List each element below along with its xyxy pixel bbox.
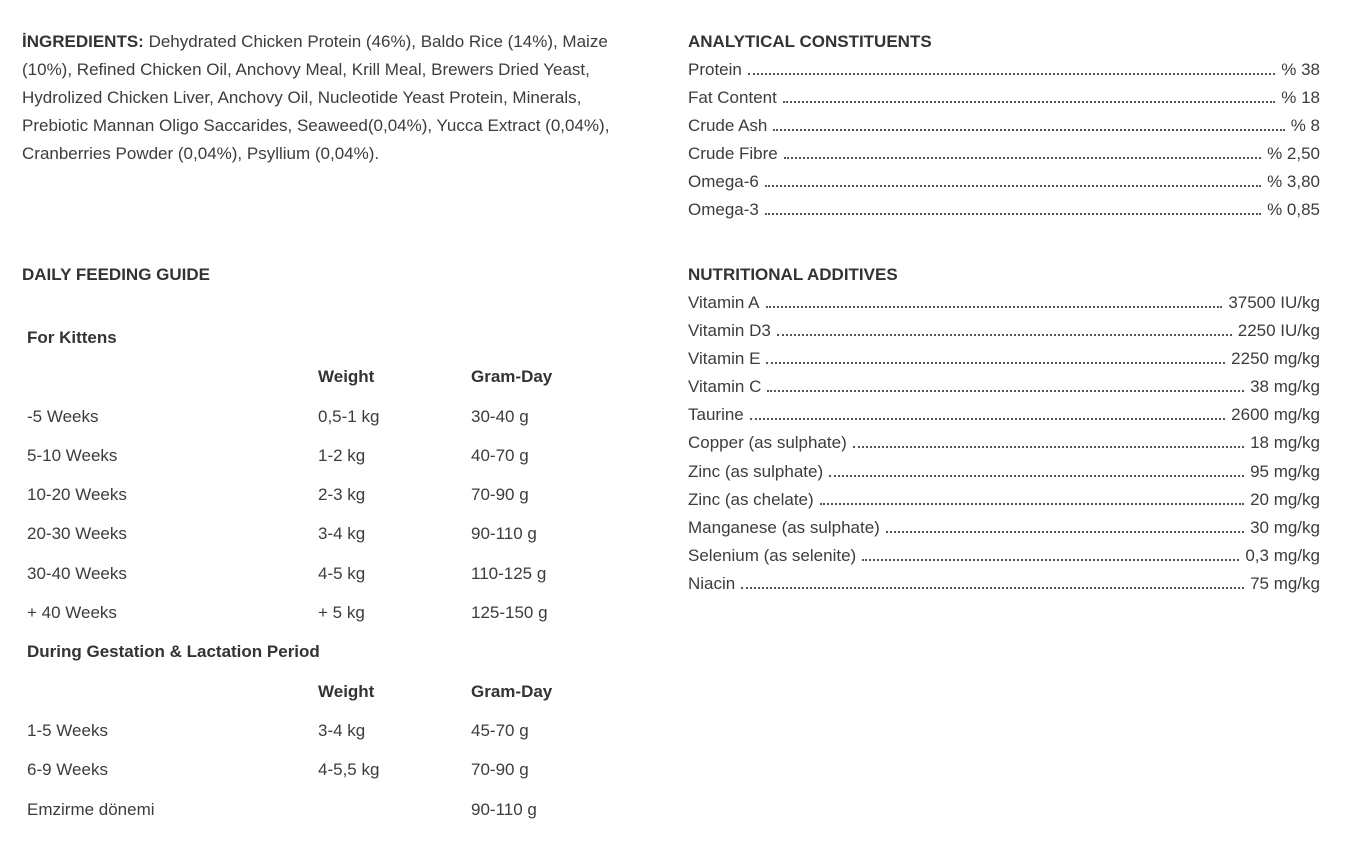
dot-leader	[773, 128, 1284, 131]
kittens-header-row	[27, 357, 587, 396]
dot-leader	[766, 361, 1225, 364]
item-label: Fat Content	[688, 88, 777, 108]
dot-leader	[765, 212, 1261, 215]
ingredients-paragraph	[22, 28, 632, 168]
dot-leader	[784, 156, 1261, 159]
table-row	[27, 397, 587, 436]
gram-cell: 40-70 g	[471, 445, 529, 465]
item-label: Crude Fibre	[688, 144, 778, 164]
item-value: 2250 IU/kg	[1237, 321, 1320, 341]
item-value: 75 mg/kg	[1250, 573, 1320, 593]
item-label: Taurine	[688, 405, 744, 425]
age-cell: 10-20 Weeks	[27, 485, 127, 505]
item-value: 2250 mg/kg	[1231, 349, 1320, 369]
gram-cell: 30-40 g	[471, 406, 529, 426]
table-row	[27, 514, 587, 553]
age-cell: Emzirme dönemi	[27, 799, 155, 819]
item-value: 0,3 mg/kg	[1245, 545, 1320, 565]
item-value: % 8	[1290, 116, 1320, 136]
item-value: 18 mg/kg	[1250, 433, 1320, 453]
gram-day-header: Gram-Day	[471, 681, 553, 701]
item-value: 95 mg/kg	[1250, 461, 1320, 481]
ingredients-text: Dehydrated Chicken Protein (46%), Baldo Rice (14%), Maize (10%), Refined Chicken Oil, Anchovy Meal, Krill Meal, Brewers Dried Yeast, Hydrolized Chicken Liver, Anchovy Oil, Nucleotide Yeast Protein, Minerals, Prebiotic Mannan Oligo Saccarides, Seaweed(0,04%), Yucca Extract (0,04%), Cranberries Powder (0,04%), Psyllium (0,04%).	[22, 32, 610, 163]
dot-leader	[829, 474, 1244, 477]
additives-section	[688, 261, 1320, 598]
item-value: % 0,85	[1267, 200, 1320, 220]
list-item	[688, 289, 1320, 317]
list-item	[688, 84, 1320, 112]
weight-cell: + 5 kg	[318, 603, 365, 623]
analytical-title: ANALYTICAL CONSTITUENTS	[688, 32, 932, 51]
gram-cell: 125-150 g	[471, 603, 548, 623]
dot-leader	[783, 100, 1275, 103]
kittens-title: For Kittens	[27, 328, 117, 347]
list-item	[688, 168, 1320, 196]
item-value: % 2,50	[1267, 144, 1320, 164]
item-label: Manganese (as sulphate)	[688, 517, 880, 537]
dot-leader	[777, 333, 1232, 336]
item-label: Niacin	[688, 573, 736, 593]
table-row	[27, 750, 587, 789]
weight-cell: 0,5-1 kg	[318, 406, 380, 426]
gram-cell: 90-110 g	[471, 799, 537, 819]
item-label: Vitamin C	[688, 377, 762, 397]
list-item	[688, 373, 1320, 401]
gram-cell: 70-90 g	[471, 760, 529, 780]
list-item	[688, 140, 1320, 168]
age-cell: 1-5 Weeks	[27, 720, 108, 740]
list-item	[688, 56, 1320, 84]
list-item	[688, 401, 1320, 429]
list-item	[688, 196, 1320, 224]
item-value: % 18	[1281, 88, 1320, 108]
item-value: 37500 IU/kg	[1228, 293, 1320, 312]
item-value: 20 mg/kg	[1250, 489, 1320, 509]
list-item	[688, 542, 1320, 570]
weight-cell: 4-5 kg	[318, 563, 366, 583]
item-label: Protein	[688, 60, 742, 79]
weight-cell: 4-5,5 kg	[318, 760, 380, 780]
gram-cell: 90-110 g	[471, 524, 537, 544]
item-label: Omega-6	[688, 172, 759, 192]
dot-leader	[862, 558, 1239, 561]
age-cell: -5 Weeks	[27, 406, 99, 426]
analytical-section	[688, 28, 1320, 225]
age-cell: + 40 Weeks	[27, 603, 117, 623]
list-item	[688, 429, 1320, 457]
dot-leader	[767, 389, 1244, 392]
table-row	[27, 593, 587, 632]
list-item	[688, 486, 1320, 514]
gram-cell: 45-70 g	[471, 720, 529, 740]
additives-title: NUTRITIONAL ADDITIVES	[688, 265, 898, 284]
item-value: % 38	[1281, 60, 1320, 79]
weight-header: Weight	[318, 681, 375, 701]
gestation-title: During Gestation & Lactation Period	[27, 642, 320, 662]
dot-leader	[853, 445, 1244, 448]
table-row	[27, 436, 587, 475]
table-row	[27, 554, 587, 593]
item-label: Crude Ash	[688, 116, 768, 136]
list-item	[688, 317, 1320, 345]
age-cell: 20-30 Weeks	[27, 524, 127, 544]
gram-cell: 70-90 g	[471, 485, 529, 505]
ingredients-heading: İNGREDIENTS:	[22, 32, 144, 51]
item-label: Zinc (as sulphate)	[688, 461, 824, 481]
dot-leader	[820, 502, 1244, 505]
feeding-table	[27, 318, 587, 829]
ingredients-section	[22, 28, 632, 168]
age-cell: 5-10 Weeks	[27, 445, 118, 465]
dot-leader	[766, 305, 1223, 308]
dot-leader	[741, 586, 1244, 589]
weight-header: Weight	[318, 367, 375, 387]
list-item	[688, 570, 1320, 598]
gestation-header-row	[27, 672, 587, 711]
list-item	[688, 514, 1320, 542]
item-value: 38 mg/kg	[1250, 377, 1320, 397]
weight-cell: 3-4 kg	[318, 720, 366, 740]
gram-cell: 110-125 g	[471, 563, 547, 583]
list-item	[688, 458, 1320, 486]
item-value: 2600 mg/kg	[1231, 405, 1320, 425]
weight-cell: 3-4 kg	[318, 524, 366, 544]
weight-cell: 1-2 kg	[318, 445, 366, 465]
table-row	[27, 790, 587, 829]
dot-leader	[765, 184, 1261, 187]
item-label: Selenium (as selenite)	[688, 545, 857, 565]
item-label: Vitamin A	[688, 293, 760, 312]
age-cell: 30-40 Weeks	[27, 563, 127, 583]
item-value: % 3,80	[1267, 172, 1320, 192]
weight-cell: 2-3 kg	[318, 485, 366, 505]
additives-list	[688, 289, 1320, 598]
item-label: Vitamin E	[688, 349, 761, 369]
item-label: Vitamin D3	[688, 321, 771, 341]
list-item	[688, 345, 1320, 373]
item-label: Copper (as sulphate)	[688, 433, 847, 453]
dot-leader	[886, 530, 1244, 533]
table-row	[27, 475, 587, 514]
age-cell: 6-9 Weeks	[27, 760, 108, 780]
item-value: 30 mg/kg	[1250, 517, 1320, 537]
table-row	[27, 711, 587, 750]
analytical-list	[688, 56, 1320, 225]
dot-leader	[748, 72, 1275, 75]
dot-leader	[750, 417, 1225, 420]
item-label: Omega-3	[688, 200, 759, 220]
gram-day-header: Gram-Day	[471, 367, 553, 387]
feeding-guide-title: DAILY FEEDING GUIDE	[22, 265, 210, 284]
list-item	[688, 112, 1320, 140]
item-label: Zinc (as chelate)	[688, 489, 814, 509]
